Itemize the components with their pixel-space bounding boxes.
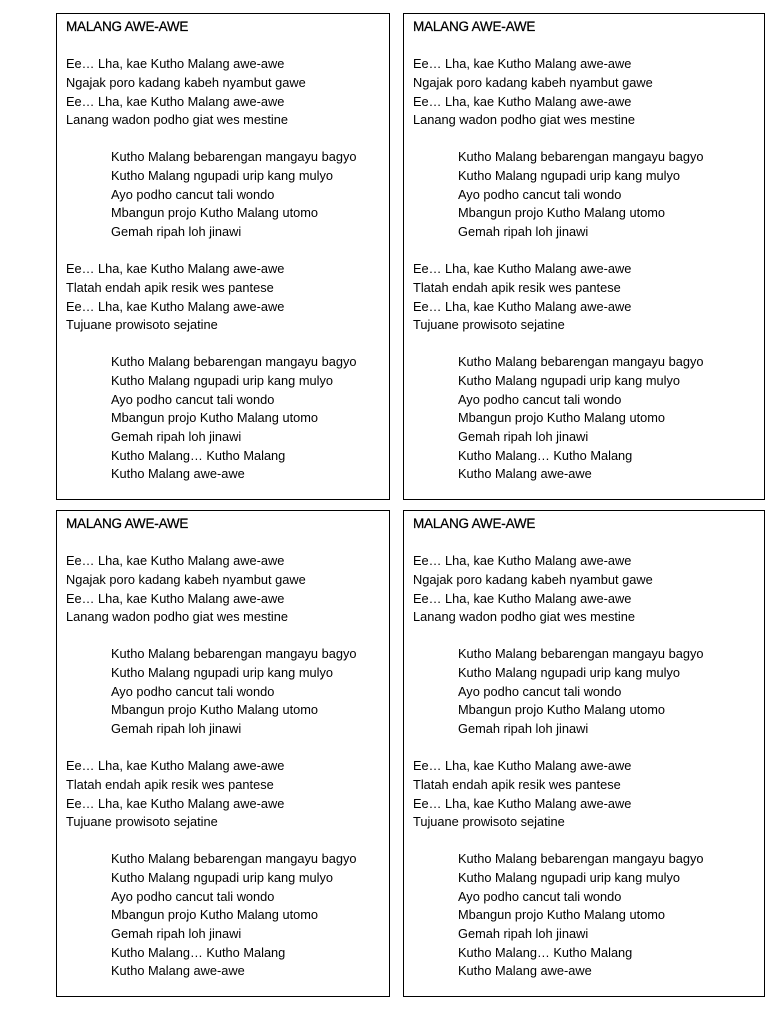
- spacer: [66, 335, 389, 354]
- chorus-2: [66, 353, 389, 483]
- lyric-line: Mbangun projo Kutho Malang utomo: [111, 410, 319, 426]
- lyric-line: Ayo podho cancut tali wondo: [111, 391, 275, 407]
- lyric-line: Kutho Malang ngupadi urip kang mulyo: [458, 168, 680, 184]
- lyric-line: Ee… Lha, kae Kutho Malang awe-awe: [413, 298, 632, 314]
- lyric-line: Tlatah endah apik resik wes pantese: [66, 776, 274, 792]
- lyric-line: Kutho Malang awe-awe: [111, 466, 245, 482]
- lyric-line: Lanang wadon podho giat wes mestine: [413, 112, 635, 128]
- spacer: [66, 242, 389, 261]
- lyric-line: Ee… Lha, kae Kutho Malang awe-awe: [413, 795, 632, 811]
- spacer: [413, 335, 764, 354]
- lyric-line: Tlatah endah apik resik wes pantese: [66, 279, 274, 295]
- lyric-line: Ee… Lha, kae Kutho Malang awe-awe: [413, 758, 632, 774]
- lyric-line: Mbangun projo Kutho Malang utomo: [111, 205, 319, 221]
- lyric-line: Tujuane prowisoto sejatine: [413, 317, 565, 333]
- spacer: [413, 37, 764, 56]
- lyric-line: Kutho Malang ngupadi urip kang mulyo: [458, 373, 680, 389]
- lyric-line: Kutho Malang bebarengan mangayu bagyo: [111, 646, 357, 662]
- verse-2: [413, 757, 764, 832]
- lyric-card-1: [56, 13, 390, 500]
- lyric-line: Tlatah endah apik resik wes pantese: [413, 776, 621, 792]
- verse-1: [413, 55, 764, 130]
- lyric-line: Mbangun projo Kutho Malang utomo: [458, 702, 666, 718]
- lyric-line: Mbangun projo Kutho Malang utomo: [111, 702, 319, 718]
- lyric-line: Gemah ripah loh jinawi: [111, 224, 242, 239]
- lyric-line: Kutho Malang bebarengan mangayu bagyo: [458, 646, 704, 662]
- lyric-line: Ee… Lha, kae Kutho Malang awe-awe: [413, 553, 632, 569]
- lyric-line: Ee… Lha, kae Kutho Malang awe-awe: [66, 298, 285, 314]
- lyric-line: Tlatah endah apik resik wes pantese: [413, 279, 621, 295]
- lyric-card-3: [56, 510, 390, 997]
- lyric-line: Ayo podho cancut tali wondo: [458, 683, 622, 699]
- lyric-line: Kutho Malang… Kutho Malang: [111, 447, 286, 463]
- lyric-line: Tujuane prowisoto sejatine: [66, 317, 218, 333]
- lyric-line: Gemah ripah loh jinawi: [111, 926, 242, 942]
- lyric-line: Ee… Lha, kae Kutho Malang awe-awe: [413, 261, 632, 277]
- verse-1: [413, 552, 764, 627]
- lyric-line: Lanang wadon podho giat wes mestine: [66, 609, 288, 625]
- lyric-line: Gemah ripah loh jinawi: [458, 721, 589, 736]
- lyric-line: Ayo podho cancut tali wondo: [111, 888, 275, 904]
- lyric-line: Ngajak poro kadang kabeh nyambut gawe: [413, 74, 653, 90]
- lyric-line: Kutho Malang ngupadi urip kang mulyo: [111, 373, 333, 389]
- lyric-line: Gemah ripah loh jinawi: [111, 429, 242, 445]
- spacer: [66, 739, 389, 758]
- lyric-line: Gemah ripah loh jinawi: [111, 721, 242, 736]
- lyric-line: Kutho Malang bebarengan mangayu bagyo: [111, 851, 357, 867]
- lyric-line: Kutho Malang ngupadi urip kang mulyo: [111, 168, 333, 184]
- lyric-line: Lanang wadon podho giat wes mestine: [413, 609, 635, 625]
- spacer: [66, 627, 389, 646]
- lyric-line: Ee… Lha, kae Kutho Malang awe-awe: [66, 261, 285, 277]
- spacer: [413, 627, 764, 646]
- verse-2: [66, 757, 389, 832]
- chorus-1: [66, 148, 389, 241]
- spacer: [66, 130, 389, 149]
- lyric-line: Ee… Lha, kae Kutho Malang awe-awe: [66, 56, 285, 72]
- chorus-2: [413, 353, 764, 483]
- lyric-line: Ngajak poro kadang kabeh nyambut gawe: [66, 74, 306, 90]
- spacer: [413, 130, 764, 149]
- lyric-line: Gemah ripah loh jinawi: [458, 224, 589, 239]
- lyric-line: Ee… Lha, kae Kutho Malang awe-awe: [66, 553, 285, 569]
- lyric-line: Ayo podho cancut tali wondo: [458, 186, 622, 202]
- lyric-line: Kutho Malang bebarengan mangayu bagyo: [458, 354, 704, 370]
- verse-2: [66, 260, 389, 335]
- spacer: [413, 534, 764, 553]
- card-title: MALANG AWE-AWE: [413, 516, 536, 531]
- lyric-card-4: [403, 510, 765, 997]
- spacer: [66, 534, 389, 553]
- lyric-line: Ee… Lha, kae Kutho Malang awe-awe: [413, 590, 632, 606]
- chorus-1: [66, 645, 389, 738]
- chorus-1: [413, 645, 764, 738]
- lyric-line: Ayo podho cancut tali wondo: [111, 186, 275, 202]
- lyric-line: Ee… Lha, kae Kutho Malang awe-awe: [66, 93, 285, 109]
- chorus-2: [66, 850, 389, 980]
- verse-1: [66, 552, 389, 627]
- lyric-line: Kutho Malang ngupadi urip kang mulyo: [458, 665, 680, 681]
- spacer: [413, 832, 764, 851]
- lyric-line: Kutho Malang ngupadi urip kang mulyo: [111, 665, 333, 681]
- chorus-2: [413, 850, 764, 980]
- card-title: MALANG AWE-AWE: [413, 19, 536, 34]
- lyric-line: Lanang wadon podho giat wes mestine: [66, 112, 288, 128]
- chorus-1: [413, 148, 764, 241]
- spacer: [66, 37, 389, 56]
- lyric-line: Kutho Malang awe-awe: [458, 466, 592, 482]
- lyric-line: Ee… Lha, kae Kutho Malang awe-awe: [413, 56, 632, 72]
- lyric-line: Ayo podho cancut tali wondo: [458, 888, 622, 904]
- lyric-line: Mbangun projo Kutho Malang utomo: [458, 410, 666, 426]
- lyric-line: Kutho Malang… Kutho Malang: [111, 944, 286, 960]
- lyric-line: Kutho Malang… Kutho Malang: [458, 944, 633, 960]
- lyric-card-2: [403, 13, 765, 500]
- verse-2: [413, 260, 764, 335]
- lyric-line: Tujuane prowisoto sejatine: [66, 814, 218, 830]
- lyric-line: Gemah ripah loh jinawi: [458, 429, 589, 445]
- lyric-line: Ayo podho cancut tali wondo: [458, 391, 622, 407]
- spacer: [413, 739, 764, 758]
- lyric-line: Gemah ripah loh jinawi: [458, 926, 589, 942]
- lyric-line: Ngajak poro kadang kabeh nyambut gawe: [413, 571, 653, 587]
- lyric-line: Kutho Malang bebarengan mangayu bagyo: [111, 149, 357, 165]
- lyric-line: Ayo podho cancut tali wondo: [111, 683, 275, 699]
- lyric-line: Kutho Malang awe-awe: [458, 963, 592, 979]
- lyric-line: Ee… Lha, kae Kutho Malang awe-awe: [413, 93, 632, 109]
- card-title: MALANG AWE-AWE: [66, 516, 189, 531]
- lyric-line: Ee… Lha, kae Kutho Malang awe-awe: [66, 590, 285, 606]
- lyric-line: Ee… Lha, kae Kutho Malang awe-awe: [66, 795, 285, 811]
- lyric-line: Tujuane prowisoto sejatine: [413, 814, 565, 830]
- card-title: MALANG AWE-AWE: [66, 19, 189, 34]
- lyric-line: Kutho Malang… Kutho Malang: [458, 447, 633, 463]
- spacer: [413, 242, 764, 261]
- lyric-line: Mbangun projo Kutho Malang utomo: [111, 907, 319, 923]
- lyric-line: Ngajak poro kadang kabeh nyambut gawe: [66, 571, 306, 587]
- lyric-line: Ee… Lha, kae Kutho Malang awe-awe: [66, 758, 285, 774]
- verse-1: [66, 55, 389, 130]
- lyric-line: Kutho Malang bebarengan mangayu bagyo: [111, 354, 357, 370]
- lyric-line: Mbangun projo Kutho Malang utomo: [458, 907, 666, 923]
- lyric-line: Kutho Malang awe-awe: [111, 963, 245, 979]
- lyric-line: Kutho Malang ngupadi urip kang mulyo: [458, 870, 680, 886]
- lyric-line: Kutho Malang bebarengan mangayu bagyo: [458, 149, 704, 165]
- lyric-line: Kutho Malang bebarengan mangayu bagyo: [458, 851, 704, 867]
- lyric-line: Mbangun projo Kutho Malang utomo: [458, 205, 666, 221]
- spacer: [66, 832, 389, 851]
- lyric-line: Kutho Malang ngupadi urip kang mulyo: [111, 870, 333, 886]
